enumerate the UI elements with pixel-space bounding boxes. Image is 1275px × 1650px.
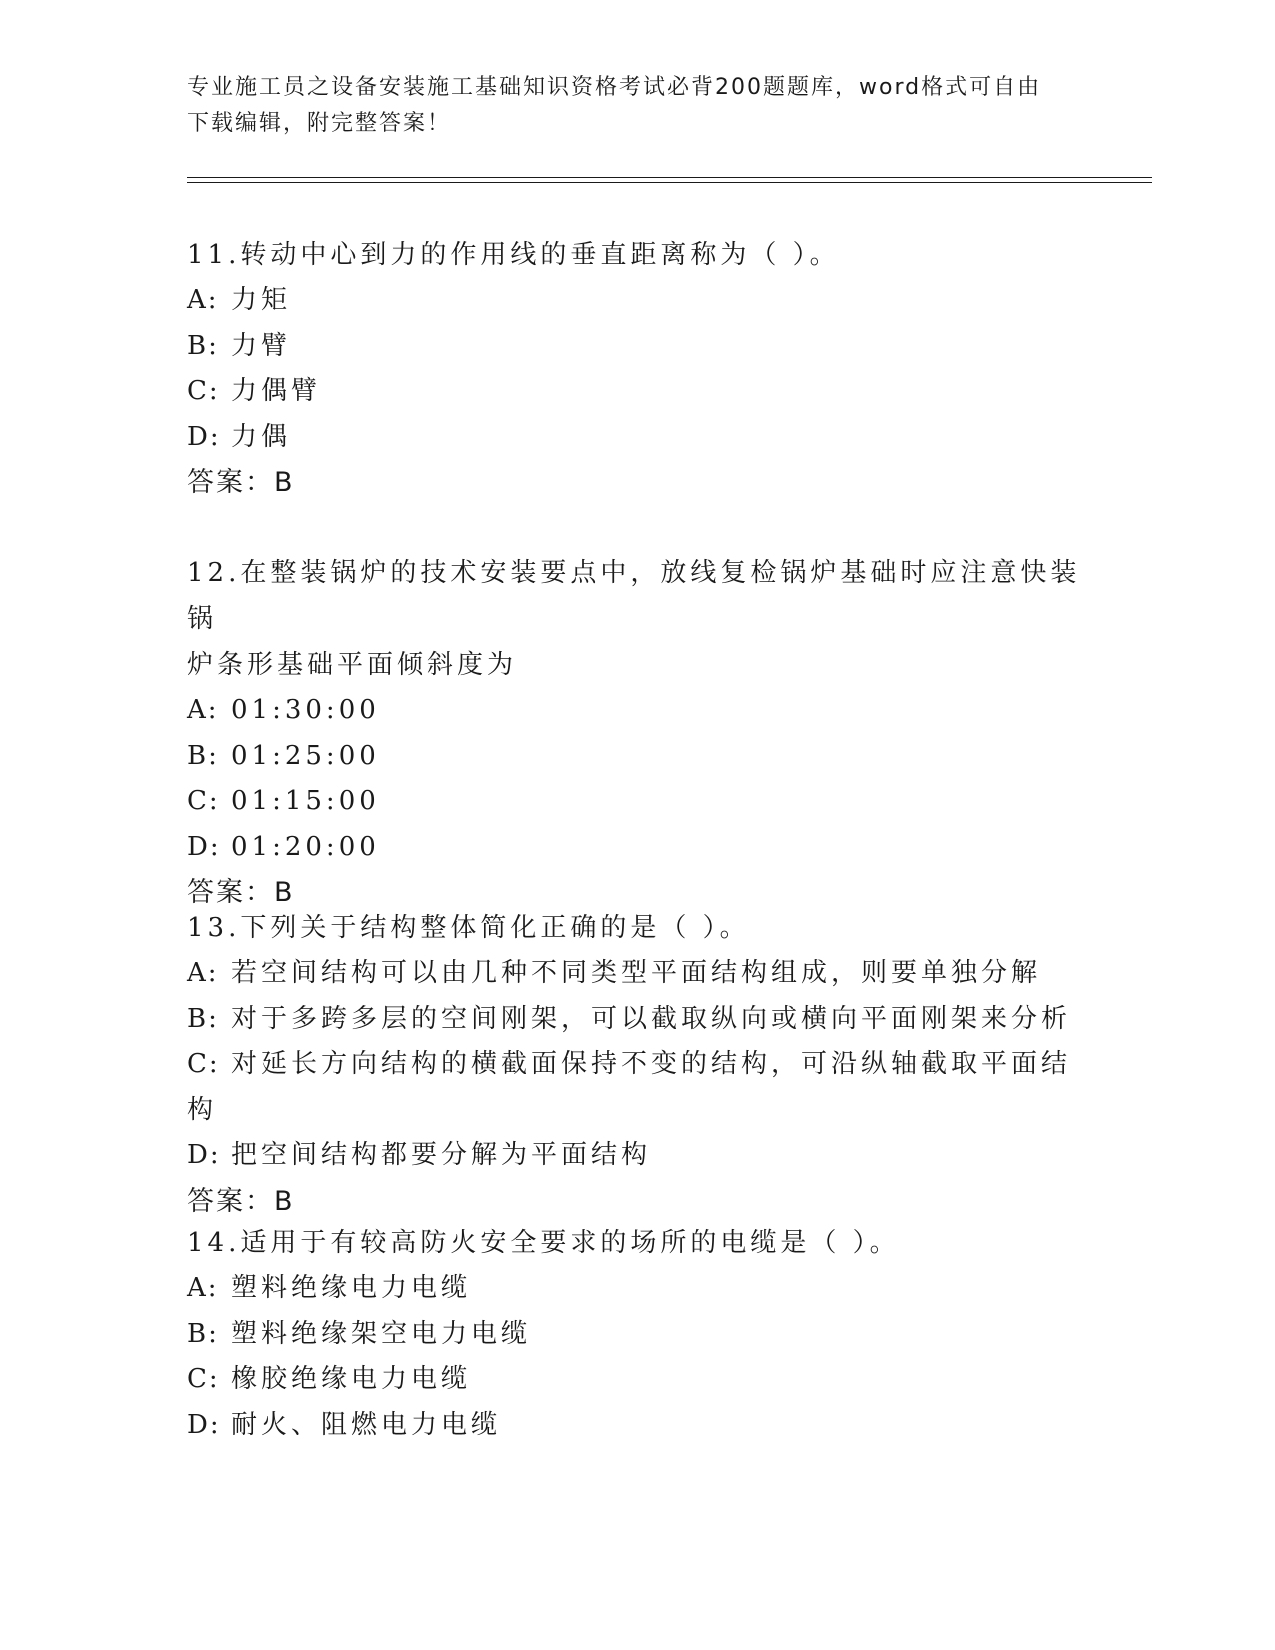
option-a [187,278,1087,324]
option-label: A: [187,285,219,315]
question-13 [187,905,1087,1225]
option-b [187,997,1087,1043]
option-text: 若空间结构可以由几种不同类型平面结构组成，则要单独分解 [231,958,1042,988]
option-text: 01:25:00 [231,740,380,771]
option-text: 橡胶绝缘电力电缆 [231,1364,472,1394]
header-line-1: 专业施工员之设备安装施工基础知识资格考试必背200题题库，word格式可自由 [187,75,1042,100]
answer: 答案：B [187,467,295,498]
option-b [187,324,1087,370]
option-label: B: [187,330,219,361]
option-label: D: [187,421,221,452]
option-d [187,825,1087,871]
option-label: B: [187,1003,219,1034]
option-text: 01:15:00 [231,786,380,816]
question-stem-line-1: 12.在整装锅炉的技术安装要点中，放线复检锅炉基础时应注意快装锅 [187,558,1081,634]
question-stem: 11.转动中心到力的作用线的垂直距离称为（ ）。 [187,240,840,270]
option-a [187,951,1087,997]
option-text: 01:20:00 [231,831,380,862]
option-text: 力矩 [231,285,292,315]
question-stem: 14.适用于有较高防火安全要求的场所的电缆是（ ）。 [187,1228,900,1258]
option-text: 把空间结构都要分解为平面结构 [231,1140,652,1170]
option-label: D: [187,1140,221,1170]
option-c [187,1357,1087,1403]
option-label: D: [187,831,221,862]
option-text: 塑料绝缘架空电力电缆 [231,1318,532,1349]
option-text: 耐火、阻燃电力电缆 [231,1409,502,1440]
option-label: C: [187,376,220,406]
option-text: 力偶 [231,421,292,452]
option-label: D: [187,1409,221,1440]
option-c [187,369,1087,415]
option-label: A: [187,958,219,988]
option-a [187,1266,1087,1312]
option-c [187,779,1087,825]
option-label: C: [187,1049,220,1079]
question-stem: 13.下列关于结构整体简化正确的是（ ）。 [187,913,750,943]
document-header [187,70,1087,142]
option-label: B: [187,1318,219,1349]
question-11 [187,232,1087,506]
header-divider-top [187,177,1152,178]
option-label: C: [187,786,220,816]
option-label: A: [187,1273,219,1303]
option-label: C: [187,1364,220,1394]
option-text: 力偶臂 [231,376,322,406]
question-12 [187,550,1087,916]
header-divider-bottom [187,182,1152,183]
option-d [187,1133,1087,1179]
option-text: 力臂 [231,330,292,361]
option-text: 对于多跨多层的空间刚架，可以截取纵向或横向平面刚架来分析 [231,1003,1072,1034]
option-text: 塑料绝缘电力电缆 [231,1273,472,1303]
option-label: A: [187,695,219,725]
option-b [187,734,1087,780]
option-d [187,1403,1087,1449]
option-b [187,1312,1087,1358]
option-text: 对延长方向结构的横截面保持不变的结构，可沿纵轴截取平面结构 [187,1049,1072,1125]
answer: 答案：B [187,877,295,908]
answer: 答案：B [187,1185,295,1217]
question-stem-line-2: 炉条形基础平面倾斜度为 [187,650,518,680]
option-d [187,415,1087,461]
option-c [187,1042,1087,1133]
option-text: 01:30:00 [231,695,380,725]
question-14 [187,1220,1087,1448]
header-line-2: 下载编辑，附完整答案！ [187,111,452,136]
option-label: B: [187,740,219,771]
option-a [187,688,1087,734]
